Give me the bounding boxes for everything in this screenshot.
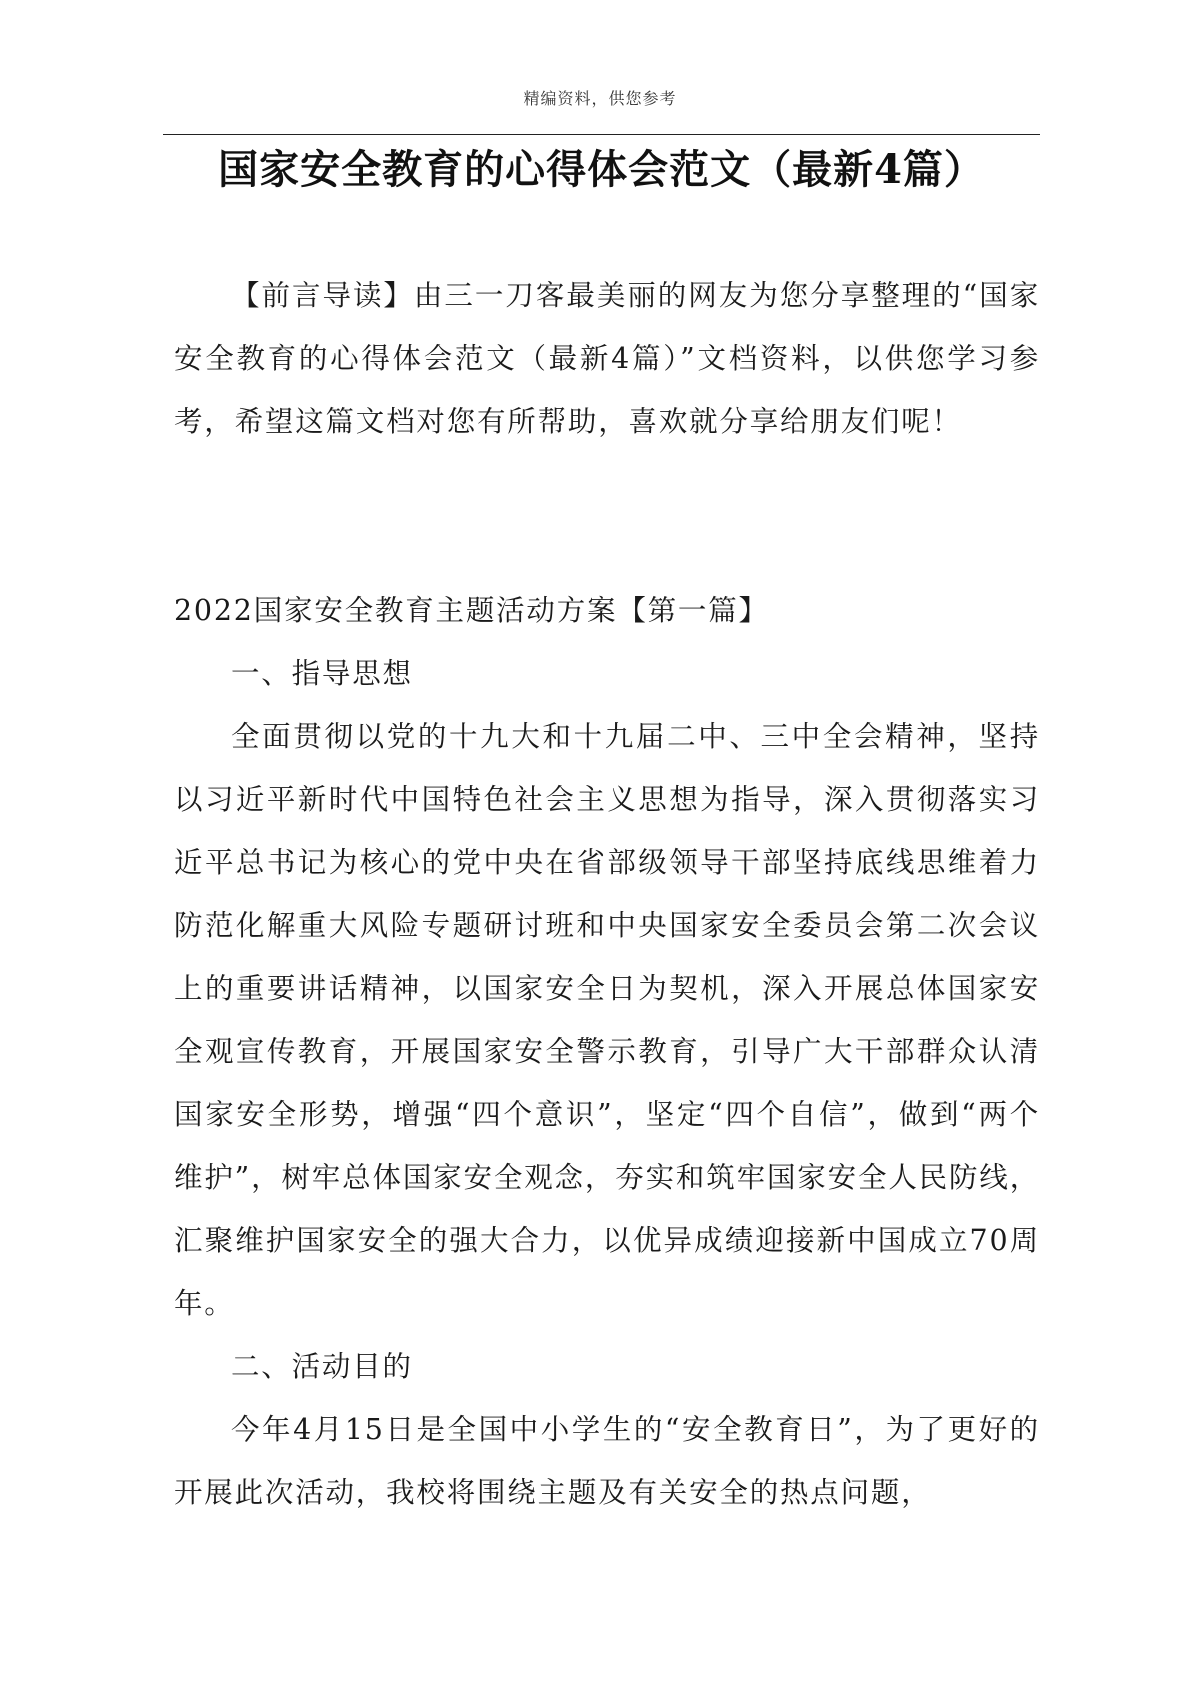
intro-block — [174, 264, 1040, 453]
intro-paragraph: 【前言导读】由三一刀客最美丽的网友为您分享整理的“国家安全教育的心得体会范文（最新4篇）”文档资料，以供您学习参考，希望这篇文档对您有所帮助，喜欢就分享给朋友们呢！ — [174, 279, 1040, 438]
section-one — [174, 579, 1040, 1524]
document-title: 国家安全教育的心得体会范文（最新4篇） — [218, 146, 985, 193]
part1-paragraph: 全面贯彻以党的十九大和十九届二中、三中全会精神，坚持以习近平新时代中国特色社会主义思想为指导，深入贯彻落实习近平总书记为核心的党中央在省部级领导干部坚持底线思维着力防范化解重大风险专题研讨班和中央国家安全委员会第二次会议上的重要讲话精神，以国家安全日为契机，深入开展总体国家安全观宣传教育，开展国家安全警示教育，引导广大干部群众认清国家安全形势，增强“四个意识”，坚定“四个自信”，做到“两个维护”，树牢总体国家安全观念，夯实和筑牢国家安全人民防线，汇聚维护国家安全的强大合力，以优异成绩迎接新中国成立70周年。 — [174, 720, 1040, 1320]
header-note: 精编资料，供您参考 — [523, 89, 677, 108]
part2-paragraph: 今年4月15日是全国中小学生的“安全教育日”，为了更好的开展此次活动，我校将围绕主题及有关安全的热点问题， — [174, 1413, 1040, 1509]
header-divider — [163, 134, 1040, 135]
section-heading: 2022国家安全教育主题活动方案【第一篇】 — [174, 594, 769, 627]
part1-heading: 一、指导思想 — [231, 657, 413, 690]
part2-heading: 二、活动目的 — [231, 1350, 413, 1383]
